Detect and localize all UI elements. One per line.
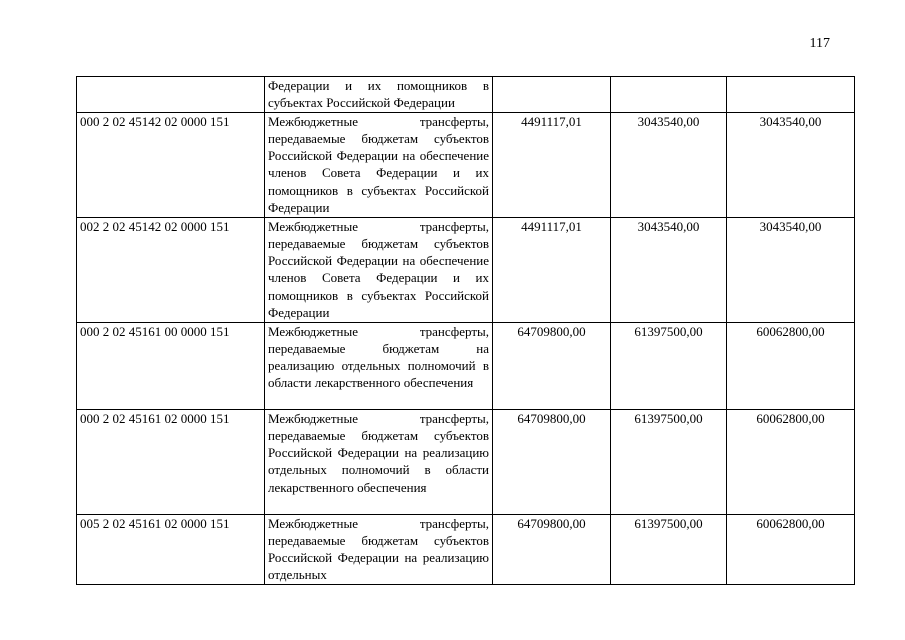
amount-cell-2: 3043540,00 [611,217,727,322]
amount-cell-1: 64709800,00 [493,514,611,584]
amount-cell-3 [727,77,855,113]
page-number: 117 [809,36,830,51]
amount-cell-1: 4491117,01 [493,217,611,322]
table-row [77,77,855,113]
amount-cell-3: 3043540,00 [727,217,855,322]
amount-cell-3: 3043540,00 [727,112,855,217]
amount-cell-2: 61397500,00 [611,322,727,409]
amount-cell-1: 64709800,00 [493,322,611,409]
table-row [77,217,855,322]
amount-cell-2: 61397500,00 [611,409,727,514]
amount-cell-2 [611,77,727,113]
table-row [77,514,855,584]
budget-revenue-table [76,76,855,585]
table-row [77,112,855,217]
budget-code-cell: 000 2 02 45142 02 0000 151 [77,112,265,217]
description-cell: Межбюджетные трансферты, передаваемые бюджетам субъектов Российской Федерации на обеспечение членов Совета Федерации и их помощников в субъектах Российской Федерации [265,112,493,217]
budget-code-cell: 005 2 02 45161 02 0000 151 [77,514,265,584]
description-cell: Межбюджетные трансферты, передаваемые бюджетам субъектов Российской Федерации на реализацию отдельных полномочий в области лекарственного обеспечения [265,409,493,514]
description-cell: Межбюджетные трансферты, передаваемые бюджетам на реализацию отдельных полномочий в области лекарственного обеспечения [265,322,493,409]
budget-code-cell: 000 2 02 45161 02 0000 151 [77,409,265,514]
amount-cell-1: 4491117,01 [493,112,611,217]
amount-cell-3: 60062800,00 [727,322,855,409]
amount-cell-2: 3043540,00 [611,112,727,217]
amount-cell-1 [493,77,611,113]
amount-cell-1: 64709800,00 [493,409,611,514]
description-cell: Межбюджетные трансферты, передаваемые бюджетам субъектов Российской Федерации на обеспечение членов Совета Федерации и их помощников в субъектах Российской Федерации [265,217,493,322]
table-row [77,322,855,409]
amount-cell-3: 60062800,00 [727,409,855,514]
budget-code-cell [77,77,265,113]
description-cell: Межбюджетные трансферты, передаваемые бюджетам субъектов Российской Федерации на реализацию отдельных [265,514,493,584]
budget-code-cell: 000 2 02 45161 00 0000 151 [77,322,265,409]
budget-code-cell: 002 2 02 45142 02 0000 151 [77,217,265,322]
description-cell: Федерации и их помощников в субъектах Российской Федерации [265,77,493,113]
table-row [77,409,855,514]
amount-cell-2: 61397500,00 [611,514,727,584]
amount-cell-3: 60062800,00 [727,514,855,584]
